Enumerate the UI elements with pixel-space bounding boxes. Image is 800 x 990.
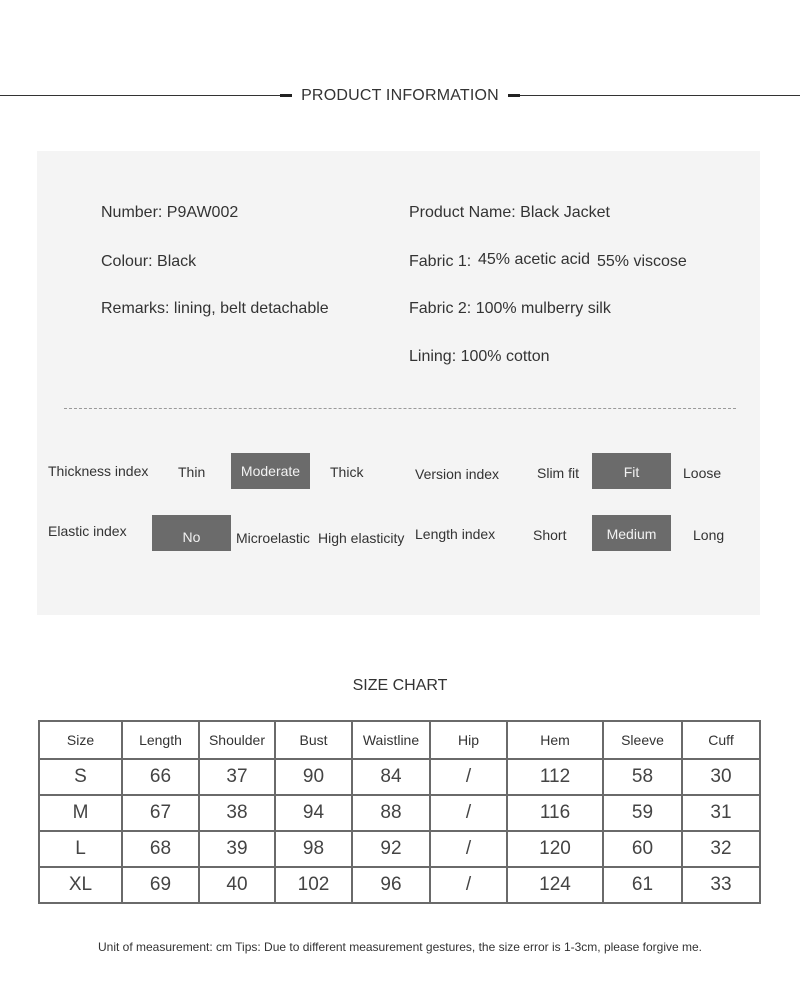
table-cell: 31 <box>682 795 760 831</box>
table-cell: 90 <box>275 759 352 795</box>
table-cell: 94 <box>275 795 352 831</box>
fabric-1-label: Fabric 1: <box>409 253 472 270</box>
lining: Lining: 100% cotton <box>409 348 550 365</box>
version-option-loose: Loose <box>683 465 722 481</box>
table-cell: / <box>430 759 507 795</box>
header-size: Size <box>39 721 122 759</box>
length-option-long: Long <box>693 527 725 543</box>
table-cell: / <box>430 795 507 831</box>
measurement-note: Unit of measurement: cm Tips: Due to different measurement gestures, the size error is 1-3cm, please forgive me. <box>97 940 703 954</box>
thickness-option-moderate-selected: Moderate <box>231 453 310 489</box>
product-colour: Colour: Black <box>101 253 197 270</box>
table-cell: 84 <box>352 759 430 795</box>
table-row <box>39 867 760 903</box>
table-cell: 40 <box>199 867 275 903</box>
size-chart-table <box>38 720 761 904</box>
length-option-short: Short <box>533 527 567 543</box>
table-cell: 98 <box>275 831 352 867</box>
elastic-option-high-elasticity: High elasticity <box>318 530 405 546</box>
version-option-slim-fit: Slim fit <box>537 465 579 481</box>
length-option-medium-selected: Medium <box>592 515 671 551</box>
dashed-divider <box>64 408 736 409</box>
table-cell: 96 <box>352 867 430 903</box>
header-waistline: Waistline <box>352 721 430 759</box>
fabric-2: Fabric 2: 100% mulberry silk <box>409 300 611 317</box>
product-number: Number: P9AW002 <box>101 204 239 221</box>
table-cell: 68 <box>122 831 199 867</box>
size-chart-header-row <box>39 721 760 759</box>
table-cell: 32 <box>682 831 760 867</box>
header-hip: Hip <box>430 721 507 759</box>
table-cell: 59 <box>603 795 682 831</box>
thickness-index-label: Thickness index <box>48 463 149 479</box>
header-cuff: Cuff <box>682 721 760 759</box>
table-cell: M <box>39 795 122 831</box>
product-name: Product Name: Black Jacket <box>409 204 610 221</box>
table-cell: 116 <box>507 795 603 831</box>
table-row <box>39 759 760 795</box>
table-cell: 120 <box>507 831 603 867</box>
elastic-option-microelastic: Microelastic <box>236 530 310 546</box>
header-hem: Hem <box>507 721 603 759</box>
table-row <box>39 795 760 831</box>
table-cell: XL <box>39 867 122 903</box>
table-cell: 67 <box>122 795 199 831</box>
table-cell: S <box>39 759 122 795</box>
header-length: Length <box>122 721 199 759</box>
table-cell: / <box>430 831 507 867</box>
table-cell: 61 <box>603 867 682 903</box>
header-shoulder: Shoulder <box>199 721 275 759</box>
table-cell: L <box>39 831 122 867</box>
fabric-1-part-2: 55% viscose <box>597 253 687 270</box>
size-chart-title: SIZE CHART <box>352 677 448 694</box>
thickness-option-thin: Thin <box>178 464 206 480</box>
table-cell: 66 <box>122 759 199 795</box>
table-cell: / <box>430 867 507 903</box>
header-bust: Bust <box>275 721 352 759</box>
elastic-option-no-selected: No <box>152 515 231 551</box>
table-cell: 30 <box>682 759 760 795</box>
table-cell: 112 <box>507 759 603 795</box>
table-cell: 88 <box>352 795 430 831</box>
elastic-index-label: Elastic index <box>48 523 127 539</box>
table-cell: 92 <box>352 831 430 867</box>
table-cell: 37 <box>199 759 275 795</box>
header-line-right <box>520 95 800 96</box>
version-option-fit-selected: Fit <box>592 453 671 489</box>
table-cell: 38 <box>199 795 275 831</box>
thickness-option-thick: Thick <box>330 464 364 480</box>
version-index-label: Version index <box>415 466 500 482</box>
table-cell: 69 <box>122 867 199 903</box>
table-cell: 33 <box>682 867 760 903</box>
table-cell: 58 <box>603 759 682 795</box>
product-remarks: Remarks: lining, belt detachable <box>101 300 329 317</box>
table-cell: 102 <box>275 867 352 903</box>
header-dash-right <box>508 94 520 97</box>
table-row <box>39 831 760 867</box>
header-sleeve: Sleeve <box>603 721 682 759</box>
length-index-label: Length index <box>415 526 496 542</box>
fabric-1-part-1: 45% acetic acid <box>478 251 591 268</box>
table-cell: 60 <box>603 831 682 867</box>
table-cell: 39 <box>199 831 275 867</box>
page-title: PRODUCT INFORMATION <box>301 87 499 104</box>
table-cell: 124 <box>507 867 603 903</box>
